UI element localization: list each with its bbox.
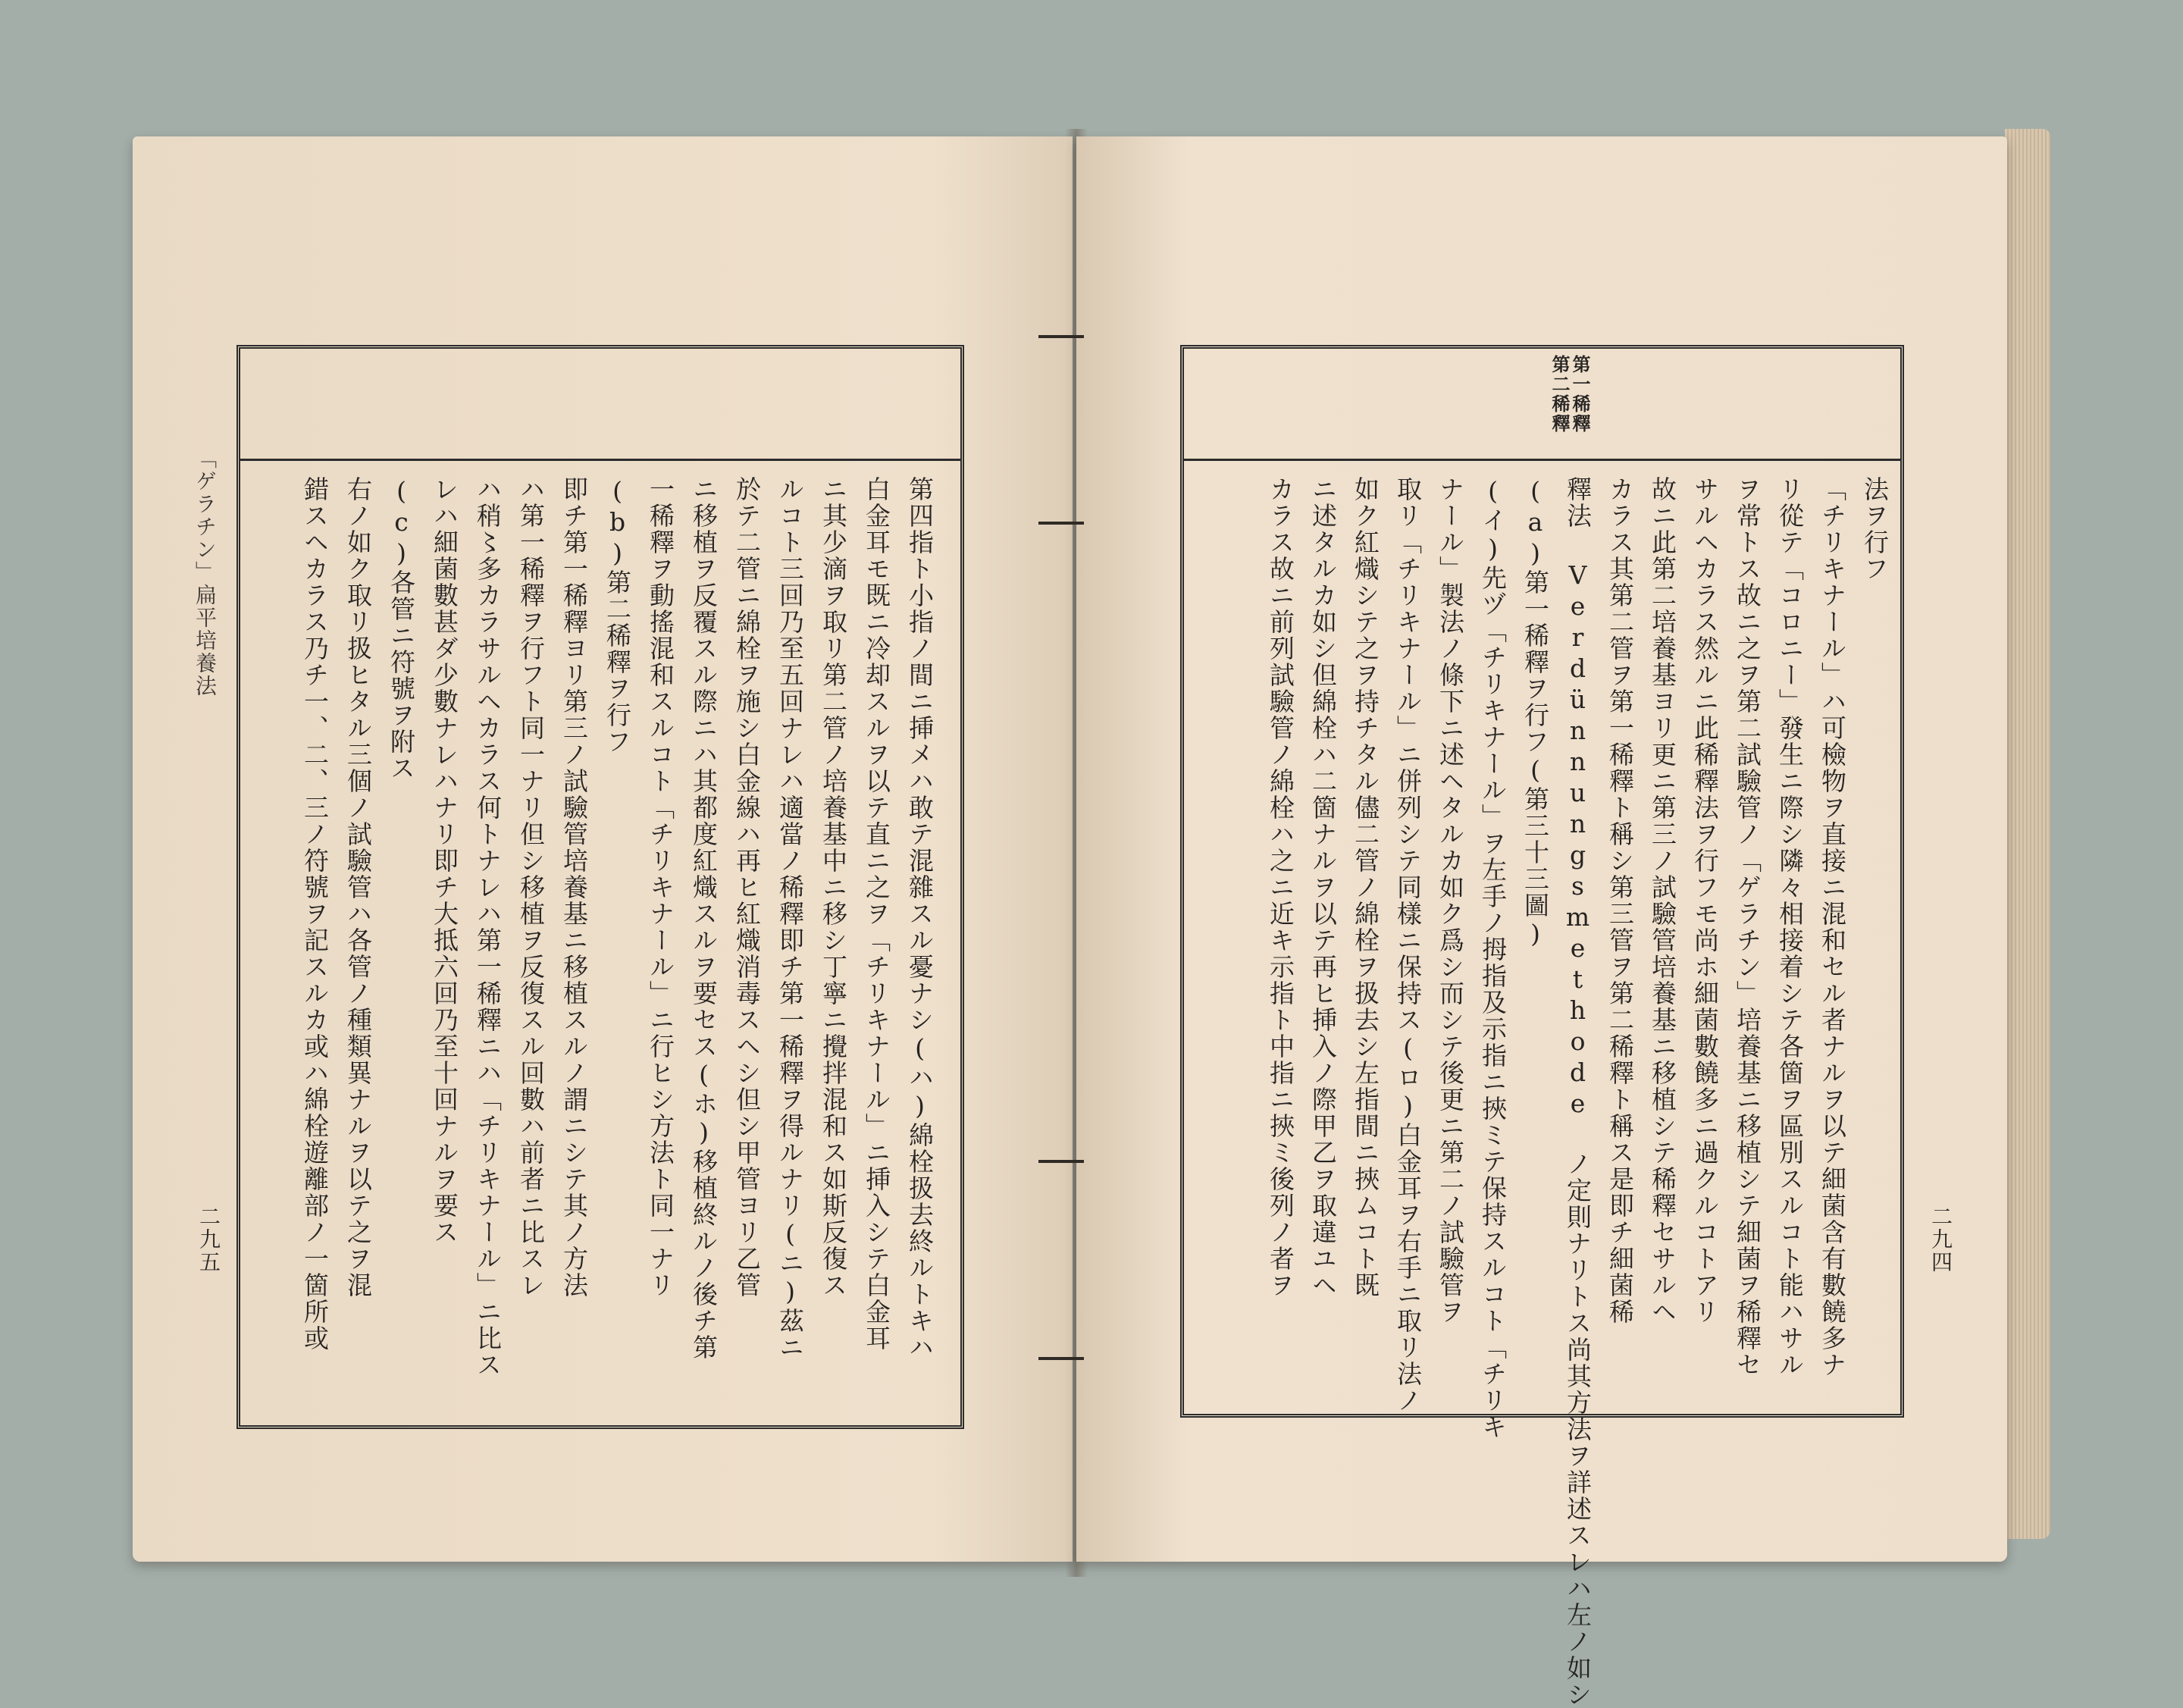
binding-stitch <box>1038 335 1084 338</box>
text-column: 一稀釋ヲ動搖混和スルコト「チリキナール」ニ行ヒシ方法ト同一ナリ <box>646 476 675 1299</box>
text-column: ナール」製法ノ條下ニ述ヘタルカ如ク爲シ而シテ後更ニ第二ノ試驗管ヲ <box>1436 476 1465 1325</box>
text-column: リ從テ「コロニー」發生ニ際シ隣々相接着シテ各箇ヲ區別スルコト能ハサル <box>1775 476 1805 1378</box>
text-column: 白金耳モ既ニ冷却スルヲ以テ直ニ之ヲ「チリキナール」ニ挿入シテ白金耳 <box>862 476 891 1352</box>
text-column: カラス其第二管ヲ第一稀釋ト稱シ第三管ヲ第二稀釋ト稱ス是即チ細菌稀 <box>1605 476 1635 1325</box>
running-head: 「ゲラチン」扁平培養法 <box>193 447 218 697</box>
page-stack-edge <box>2005 129 2050 1539</box>
text-column: 「チリキナール」ハ可檢物ヲ直接ニ混和セル者ナルヲ以テ細菌含有數饒多ナ <box>1818 476 1847 1378</box>
text-column: 於テ二管ニ綿栓ヲ施シ白金線ハ再ヒ紅熾消毒スヘシ但シ甲管ヨリ乙管 <box>732 476 762 1299</box>
text-column: (a)第一稀釋ヲ行フ(第三十三圖) <box>1521 476 1550 950</box>
text-column: 故ニ此第二培養基ヨリ更ニ第三ノ試驗管培養基ニ移植シテ稀釋セサルヘ <box>1648 476 1677 1325</box>
page-number-left: 二九五 <box>196 1205 221 1274</box>
text-column: 如ク紅熾シテ之ヲ持チタル儘二管ノ綿栓ヲ扱去シ左指間ニ挾ムコト既 <box>1351 476 1380 1299</box>
text-column: ニ其少滴ヲ取リ第二管ノ培養基中ニ移シ丁寧ニ攪拌混和ス如斯反復ス <box>819 476 848 1299</box>
text-column: (c)各管ニ符號ヲ附ス <box>387 476 416 782</box>
text-column: ニ移植ヲ反覆スル際ニハ其都度紅熾スルヲ要セス(ホ)移植終ルノ後チ第 <box>689 476 719 1361</box>
text-column: ハ稍〻多カラサルヘカラス何トナレハ第一稀釋ニハ「チリキナール」ニ比ス <box>473 476 503 1378</box>
text-column: 第四指ト小指ノ間ニ挿メハ敢テ混雜スル憂ナシ(ハ)綿栓扱去終ルトキハ <box>905 476 935 1361</box>
text-column: 錯スヘカラス乃チ一、二、三ノ符號ヲ記スルカ或ハ綿栓遊離部ノ一箇所或 <box>300 476 330 1352</box>
binding-stitch <box>1038 1160 1084 1163</box>
left-text-frame <box>236 345 964 1429</box>
text-column: (イ)先ヅ「チリキナール」ヲ左手ノ拇指及示指ニ挾ミテ保持スルコト「チリキ <box>1478 476 1508 1440</box>
text-column: ニ述タルカ如シ但綿栓ハ二箇ナルヲ以テ再ヒ挿入ノ際甲乙ヲ取違ユヘ <box>1308 476 1338 1299</box>
text-column: サルヘカラス然ルニ此稀釋法ヲ行フモ尚ホ細菌數饒多ニ過クルコトアリ <box>1690 476 1720 1325</box>
header-divider <box>240 459 960 461</box>
text-column: 法ヲ行フ <box>1860 476 1890 582</box>
text-column: ヲ常トス故ニ之ヲ第二試驗管ノ「ゲラチン」培養基ニ移植シテ細菌ヲ稀釋セ <box>1733 476 1762 1378</box>
text-column: レハ細菌數甚ダ少數ナレハナリ即チ大抵六回乃至十回ナルヲ要ス <box>430 476 459 1246</box>
binding-stitch <box>1038 522 1084 525</box>
header-divider <box>1184 459 1900 461</box>
text-column: 右ノ如ク取リ扱ヒタル三個ノ試驗管ハ各管ノ種類異ナルヲ以テ之ヲ混 <box>343 476 373 1299</box>
text-column: 釋法 Verdünnungsmethode ノ定則ナリトス尚其方法ヲ詳述スレハ左ノ如シ <box>1563 476 1593 1708</box>
header-note: 第一稀釋 <box>1569 355 1591 434</box>
binding-stitch <box>1038 1357 1084 1360</box>
right-text-frame <box>1180 345 1904 1708</box>
text-column: ハ第一稀釋ヲ行フト同一ナリ但シ移植ヲ反復スル回數ハ前者ニ比スレ <box>516 476 546 1299</box>
text-column: 即チ第一稀釋ヨリ第三ノ試驗管培養基ニ移植スルノ謂ニシテ其ノ方法 <box>559 476 589 1299</box>
text-column: 取リ「チリキナール」ニ併列シテ同樣ニ保持ス(ロ)白金耳ヲ右手ニ取リ法ノ <box>1393 476 1423 1414</box>
text-column: ルコト三回乃至五回ナレハ適當ノ稀釋即チ第一稀釋ヲ得ルナリ(ニ)茲ニ <box>775 476 805 1361</box>
text-column: (b)第二稀釋ヲ行フ <box>603 476 632 755</box>
page-number-right: 二九四 <box>1928 1205 1953 1274</box>
header-note: 第二稀釋 <box>1549 355 1571 434</box>
text-column: カラス故ニ前列試驗管ノ綿栓ハ之ニ近キ示指ト中指ニ挾ミ後列ノ者ヲ <box>1266 476 1295 1299</box>
